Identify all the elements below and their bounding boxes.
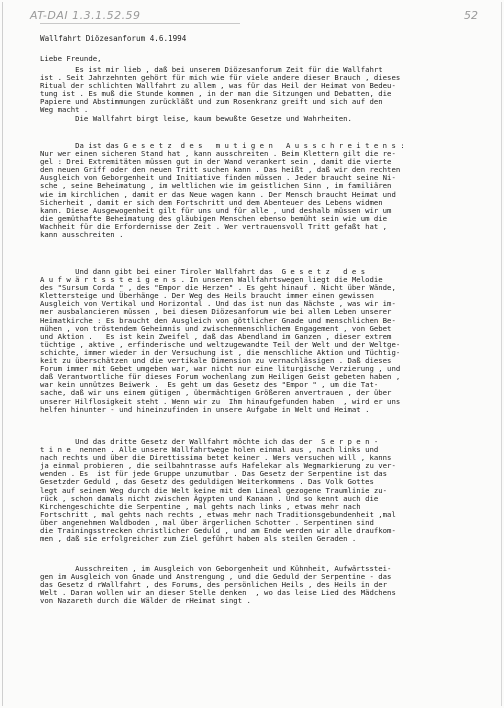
paragraph-ausschreiten: Da ist das G e s e t z d e s m u t i g e n A u s s c h r e i t e n s : Nur wer einen sicheren Stand hat , kann ausschreiten . Beim Klettern gilt die re- gel : Drei Extremitäten müssen gut in der Wand verankert sein , damit die vierte den neuen Griff oder den neuen Tritt suchen kann . Das heißt , daß wir den rechten Ausgleich von Geborgenheit und Initiative finden müssen . Jeder braucht seine Ni- sche , seine Beheimatung , im weltlichen wie im geistlichen Sinn , im familiären wie im kirchlichen , damit er das Neue wagen kann . Der Mensch braucht Heimat und Sicherheit , damit er sich dem Fortschritt und dem Abenteuer des Lebens widmen kann. Diese Ausgewogenheit gilt für uns und für alle , und deshalb müssen wir um die gemüthafte Beheimatung des gläubigen Menschen ebenso bemüht sein wie um die Wachheit für die Erfordernisse der Zeit . Wer vertrauensvoll Tritt gefaßt hat , kann ausschreiten . (40, 141, 405, 240)
paragraph-serpentine: Und das dritte Gesetz der Wallfahrt möchte ich das der S e r p e n - t i n e nennen . Alle unsere Wallfahrtwege holen einmal aus , nach links und nach rechts und über die Direttissima betet keiner . Wers versuchen will , kanns ja einmal probieren , die seilbahntrasse aufs Hafelekar als Wegmarkierung zu ver- wenden . Es ist für jede Gruppe unzumutbar . Das Gesetz der Serpentine ist das Gesetzder Geduld , das Gesetz des geduldigen Weiterkommens . Das Volk Gottes legt auf seinem Weg durch die Welt keine mit dem Lineal gezogene Traumlinie zu- rück , schon damals nicht zwischen Ägypten und Kanaan . Und so kennt auch die Kirchengeschichte die Serpentine , mal gehts nach links , etwas mehr nach Fortschritt , mal gehts nach rechts , etwas mehr nach Traditionsgebundenheit ,mal über angenehmen Waldboden , mal über ärgerlichen Schotter . Serpentinen sind die Trainingsstrecken christlicher Geduld , und am Ende werden wir alle draufkom- men , daß sie erfolgreicher zum Ziel geführt haben als steilen Geraden . (40, 437, 396, 544)
reference-underline (40, 23, 240, 24)
archive-reference: AT-DAI 1.3.1.52.59 (30, 9, 141, 22)
paragraph-aufwaertssteigen: Und dann gibt bei einer Tiroler Wallfahrt das G e s e t z d e s A u f w ä r t s s t e i g e n s . In unseren Wallfahrtswegen liegt die Melodie des "Sursum Corda " , des "Empor die Herzen" . Es geht hinauf . Nicht über Wände, Klettersteige und Überhänge . Der Weg des Heils braucht immer einen gewissen Ausgleich von Vertikal und Horizontal . Und das ist nun das Nächste , was wir im- mer ausbalancieren müssen , bei diesem Diözesanforum wie bei allem Leben unserer Heimatkirche : Es braucht den Ausgleich von göttlicher Gnade und menschlichen Be- mühen , von tröstendem Geheimnis und zwischenmenschlichem Engagement , von Gebet und Aktion . Es ist kein Zweifel , daß das Abendland im Ganzen , dieser extrem tüchtige , aktive , erfinderische und weltzugewandte Teil der Welt und der Weltge- schichte, immer wieder in der Versuchung ist , die menschliche Aktion und Tüchtig- keit zu überschätzen und die vertikale Dimension zu vernachlässigen . Daß dieses Forum immer mit Gebet umgeben war, war nicht nur eine liturgische Verzierung , und daß Verantwortliche für dieses Forum wochenlang zum Heiligen Geist gebeten haben , war kein unnützes Beiwerk . Es geht um das Gesetz des "Empor " , um die Tat- sache, daß wir uns einem gütigen , übermächtigen Größeren anvertrauen , der über unserer Hilflosigkeit steht . Wenn wir zu Ihm hinaufgefunden haben , wird er uns helfen hinunter - und hineinzufinden in unsere Aufgabe in Welt und Heimat . (40, 267, 401, 414)
page-edge-left (2, 2, 3, 706)
paragraph-intro: Es ist mir lieb , daß bei unserem Diözesanforum Zeit für die Wallfahrt ist . Seit Jahrzehnten gehört für mich wie für viele andere dieser Brauch , dieses Ritual der schlichten Wallfahrt zu allem , was für das Heil der Heimat von Bedeu- tung ist . Es muß die Stunde kommen , in der man die Sitzungen und Debatten, die Papiere und Abstimmungen zurückläßt und zum Rosenkranz greift und sich auf den Weg macht . Die Wallfahrt birgt leise, kaum bewußte Gesetze und Wahrheiten. (40, 65, 401, 123)
paragraph-closing: Ausschreiten , im Ausgleich von Geborgenheit und Kühnheit, Aufwärtsstei- gen im Ausgleich von Gnade und Anstrengung , und die Geduld der Serpentine - das das Gesetz d rWallfahrt , des Forums, des persönlichen Heils , des Heils in der Welt . Daran wollen wir an dieser Stelle denken , wo das leise Lied des Mädchens von Nazareth durch die Wälder de rHeimat singt . (40, 564, 396, 606)
document-header: Wallfahrt Diözesanforum 4.6.1994 (40, 34, 187, 43)
page-number: 52 (464, 9, 478, 22)
page-edge-right (501, 2, 502, 706)
salutation: Liebe Freunde, (40, 54, 102, 63)
